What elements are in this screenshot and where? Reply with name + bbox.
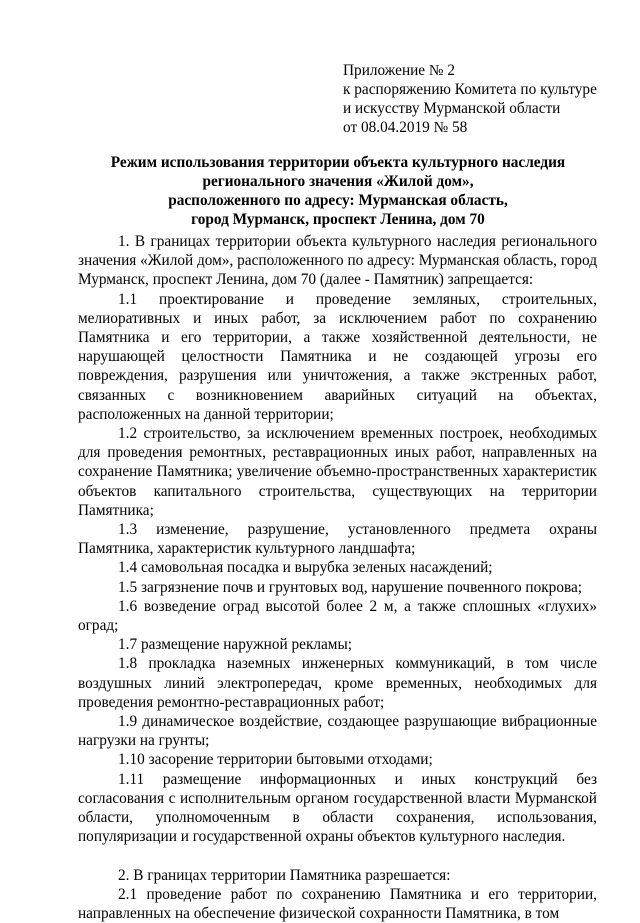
- paragraph-1-10: 1.10 засорение территории бытовыми отходами;: [118, 751, 433, 769]
- appendix-header: [343, 61, 623, 137]
- paragraph-1-9: 1.9 динамическое воздействие, создающее разрушающие вибрационные нагрузки на грунты;: [78, 713, 597, 750]
- document-title: [78, 153, 598, 229]
- paragraph-1-8: 1.8 прокладка наземных инженерных коммуникаций, в том числе воздушных линий электропередач, кроме временных, необходимых для проведения ремонтно-реставрационных работ;: [78, 655, 597, 711]
- paragraph-1-11: 1.11 размещение информационных и иных конструкций без согласования с исполнительным органом государственной власти Мурманской области, уполномоченным в области сохранения, использования, популяризации и государственной охраны объектов культурного наследия.: [78, 770, 597, 846]
- appendix-order-ref: к распоряжению Комитета по культуре: [343, 81, 597, 98]
- title-line-3: расположенного по адресу: Мурманская область,: [168, 192, 508, 209]
- paragraph-1-7: 1.7 размещение наружной рекламы;: [118, 636, 353, 654]
- paragraph-1-6: 1.6 возведение оград высотой более 2 м, а также сплошных «глухих» оград;: [78, 597, 597, 635]
- paragraph-1-5: 1.5 загрязнение почв и грунтовых вод, нарушение почвенного покрова;: [118, 578, 583, 596]
- paragraph-2-1: 2.1 проведение работ по сохранению Памятника и его территории, направленных на обеспечение физической сохранности Памятника, в том: [78, 885, 597, 922]
- title-line-4: город Мурманск, проспект Ленина, дом 70: [191, 211, 485, 228]
- paragraph-1: 1. В границах территории объекта культурного наследия регионального значения «Жилой дом», расположенного по адресу: Мурманская область, город Мурманск, проспект Ленина, дом 70 (далее - Памятник) запрещается:: [78, 233, 597, 289]
- appendix-date: от 08.04.2019 № 58: [343, 119, 468, 136]
- paragraph-1-2: 1.2 строительство, за исключением временных построек, необходимых для проведения ремонтных, реставрационных иных работ, направленных на сохранение Памятника; увеличение объемно-пространственных характеристик объектов капитального строительства, существующих на территории Памятника;: [78, 425, 597, 519]
- paragraph-2: 2. В границах территории Памятника разрешается:: [118, 866, 451, 884]
- paragraph-1-1: 1.1 проектирование и проведение земляных, строительных, мелиоративных и иных работ, за исключением работ по сохранению Памятника и его территории, а также хозяйственной деятельности, не нарушающей целостности Памятника и не создающей угрозы его повреждения, разрушения или уничтожения, а также экстренных работ, связанных с возникновением аварийных ситуаций на объектах, расположенных на данной территории;: [78, 290, 597, 423]
- paragraph-1-4: 1.4 самовольная посадка и вырубка зеленых насаждений;: [118, 559, 493, 577]
- document-body: [78, 232, 597, 923]
- appendix-number: Приложение № 2: [343, 62, 455, 79]
- title-line-2: регионального значения «Жилой дом»,: [202, 173, 474, 190]
- paragraph-1-3: 1.3 изменение, разрушение, установленного предмета охраны Памятника, характеристик культурного ландшафта;: [78, 521, 597, 558]
- appendix-committee: и искусству Мурманской области: [343, 100, 561, 117]
- title-line-1: Режим использования территории объекта культурного наследия: [110, 154, 566, 171]
